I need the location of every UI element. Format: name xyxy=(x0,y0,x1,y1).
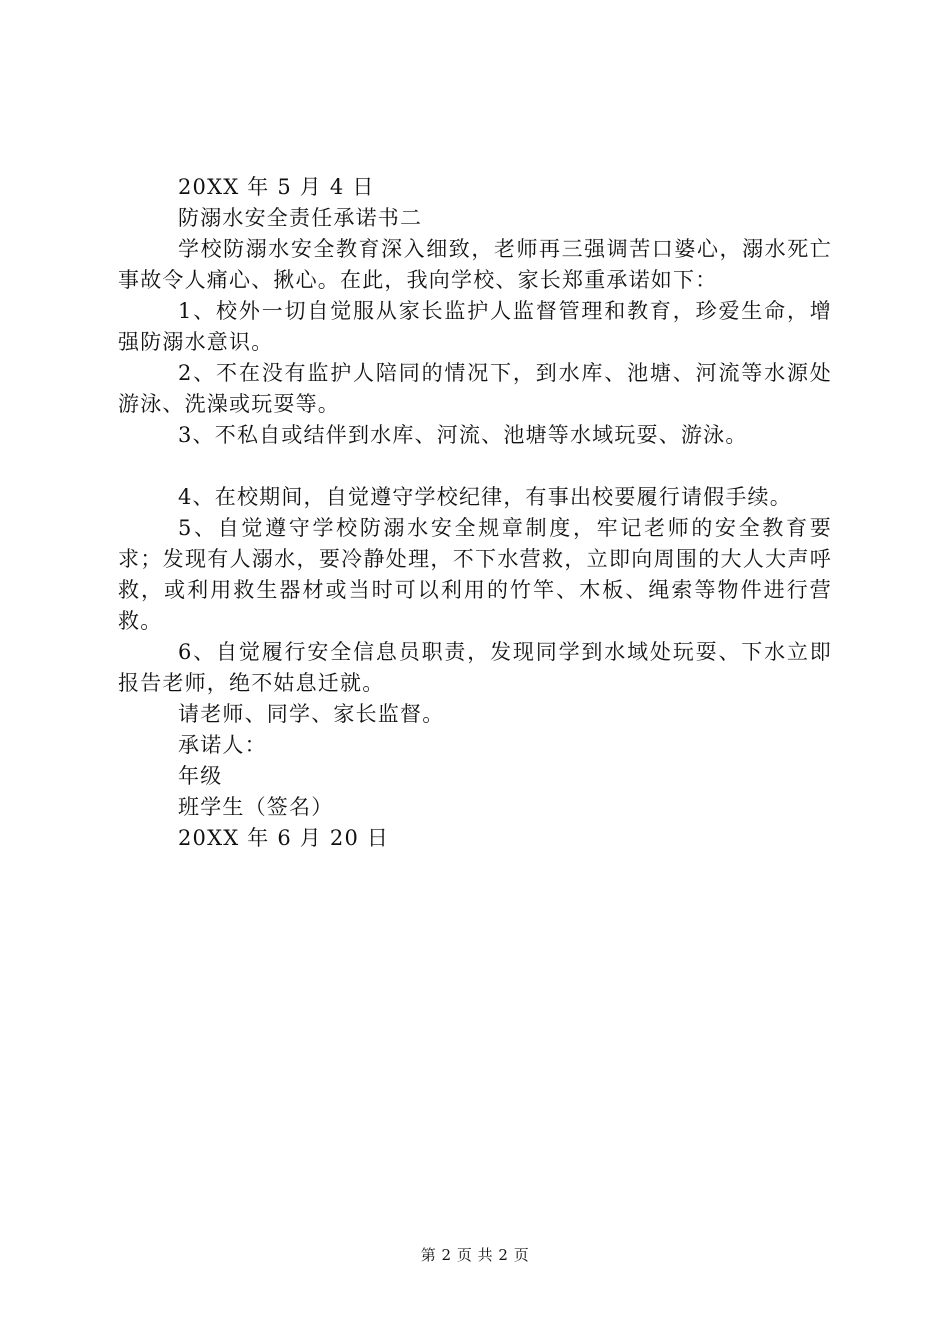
document-title: 防溺水安全责任承诺书二 xyxy=(178,206,423,230)
pledge-item-1: 1、校外一切自觉服从家长监护人监督管理和教育，珍爱生命，增强防溺水意识。 xyxy=(118,299,832,354)
document-body xyxy=(118,172,832,854)
paragraph-gap xyxy=(178,451,832,482)
pledge-item-2: 2、不在没有监护人陪同的情况下，到水库、池塘、河流等水源处游泳、洗澡或玩耍等。 xyxy=(118,361,832,416)
date-bottom: 20XX 年 6 月 20 日 xyxy=(178,826,390,850)
pledge-item-3: 3、不私自或结伴到水库、河流、池塘等水域玩耍、游泳。 xyxy=(178,423,748,447)
pledge-item-6: 6、自觉履行安全信息员职责，发现同学到水域处玩耍、下水立即报告老师，绝不姑息迁就。 xyxy=(118,640,832,695)
page-footer: 第 2 页 共 2 页 xyxy=(420,1246,530,1264)
date-top: 20XX 年 5 月 4 日 xyxy=(178,175,375,199)
intro-paragraph: 学校防溺水安全教育深入细致，老师再三强调苦口婆心，溺水死亡事故令人痛心、揪心。在此，我向学校、家长郑重承诺如下： xyxy=(118,237,832,292)
pledge-item-5: 5、自觉遵守学校防溺水安全规章制度，牢记老师的安全教育要求；发现有人溺水，要冷静处理，不下水营救，立即向周围的大人大声呼救，或利用救生器材或当时可以利用的竹竿、木板、绳索等物件进行营救。 xyxy=(118,516,832,633)
closing-line: 请老师、同学、家长监督。 xyxy=(178,702,445,726)
class-student-signature-label: 班学生（签名） xyxy=(178,795,334,819)
signer-label: 承诺人： xyxy=(178,733,267,757)
grade-label: 年级 xyxy=(178,764,223,788)
pledge-item-4: 4、在校期间，自觉遵守学校纪律，有事出校要履行请假手续。 xyxy=(178,485,792,509)
